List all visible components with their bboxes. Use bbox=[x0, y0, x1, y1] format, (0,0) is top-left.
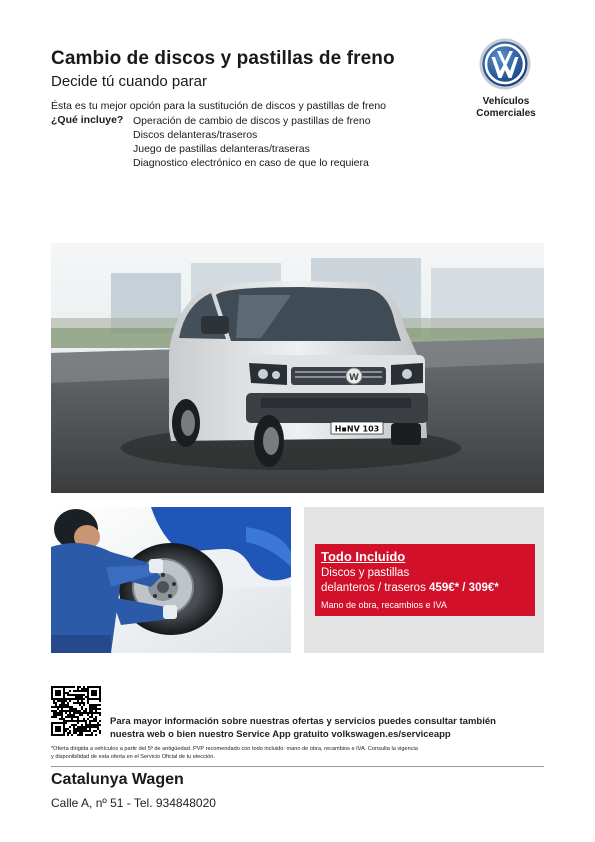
info-line-2 bbox=[110, 728, 496, 741]
legal-note-line-2: y disponibilidad de esta oferta en el Servicio Oficial de tu elección. bbox=[51, 753, 215, 760]
page-title: Cambio de discos y pastillas de freno bbox=[51, 48, 395, 69]
divider bbox=[51, 766, 544, 767]
includes-list bbox=[133, 114, 371, 170]
legal-note bbox=[51, 746, 551, 761]
van-photo bbox=[51, 243, 544, 493]
offer-box bbox=[315, 544, 535, 616]
service-app-link[interactable]: volkswagen.es/serviceapp bbox=[331, 729, 451, 740]
svg-text:W: W bbox=[349, 373, 359, 383]
vw-logo-icon bbox=[479, 38, 531, 90]
offer-line-2-text: delanteros / traseros bbox=[321, 582, 430, 594]
list-item: Discos delanteras/traseros bbox=[133, 129, 258, 141]
brand-label bbox=[466, 96, 546, 120]
offer-line-1: Discos y pastillas bbox=[321, 567, 410, 579]
brand-line-1: Vehículos bbox=[482, 96, 530, 107]
dealer-address: Calle A, nº 51 - Tel. 934848020 bbox=[51, 796, 216, 810]
legal-note-line-1: *Oferta dirigida a vehículos a partir del 5º de antigüedad. PVP recomendado con todo incluido: mano de obra, recambios e IVA. Consulta la vigencia bbox=[51, 746, 418, 752]
list-item: Operación de cambio de discos y pastillas de freno bbox=[133, 115, 371, 127]
offer-price: 459€* / 309€* bbox=[429, 582, 499, 594]
offer-line-3: Mano de obra, recambios e IVA bbox=[321, 600, 447, 610]
list-item: Diagnostico electrónico en caso de que lo requiera bbox=[133, 157, 369, 169]
qr-code-icon[interactable] bbox=[51, 686, 101, 736]
offer-line-2 bbox=[321, 582, 499, 594]
info-line-2-text: nuestra web o bien nuestro Service App gratuito bbox=[110, 729, 332, 740]
info-line-1: Para mayor información sobre nuestras ofertas y servicios puedes consultar también bbox=[110, 716, 496, 727]
more-info-text bbox=[110, 715, 496, 741]
intro-text: Ésta es tu mejor opción para la sustitución de discos y pastillas de freno bbox=[51, 100, 387, 112]
includes-label: ¿Qué incluye? bbox=[51, 114, 124, 126]
page-subtitle: Decide tú cuando parar bbox=[51, 73, 207, 90]
dealer-name: Catalunya Wagen bbox=[51, 771, 184, 788]
offer-heading: Todo Incluido bbox=[321, 549, 406, 564]
mechanic-photo bbox=[51, 507, 291, 653]
brand-line-2: Comerciales bbox=[476, 108, 536, 119]
list-item: Juego de pastillas delanteras/traseras bbox=[133, 143, 310, 155]
license-plate: H▪NV 103 bbox=[334, 424, 380, 434]
